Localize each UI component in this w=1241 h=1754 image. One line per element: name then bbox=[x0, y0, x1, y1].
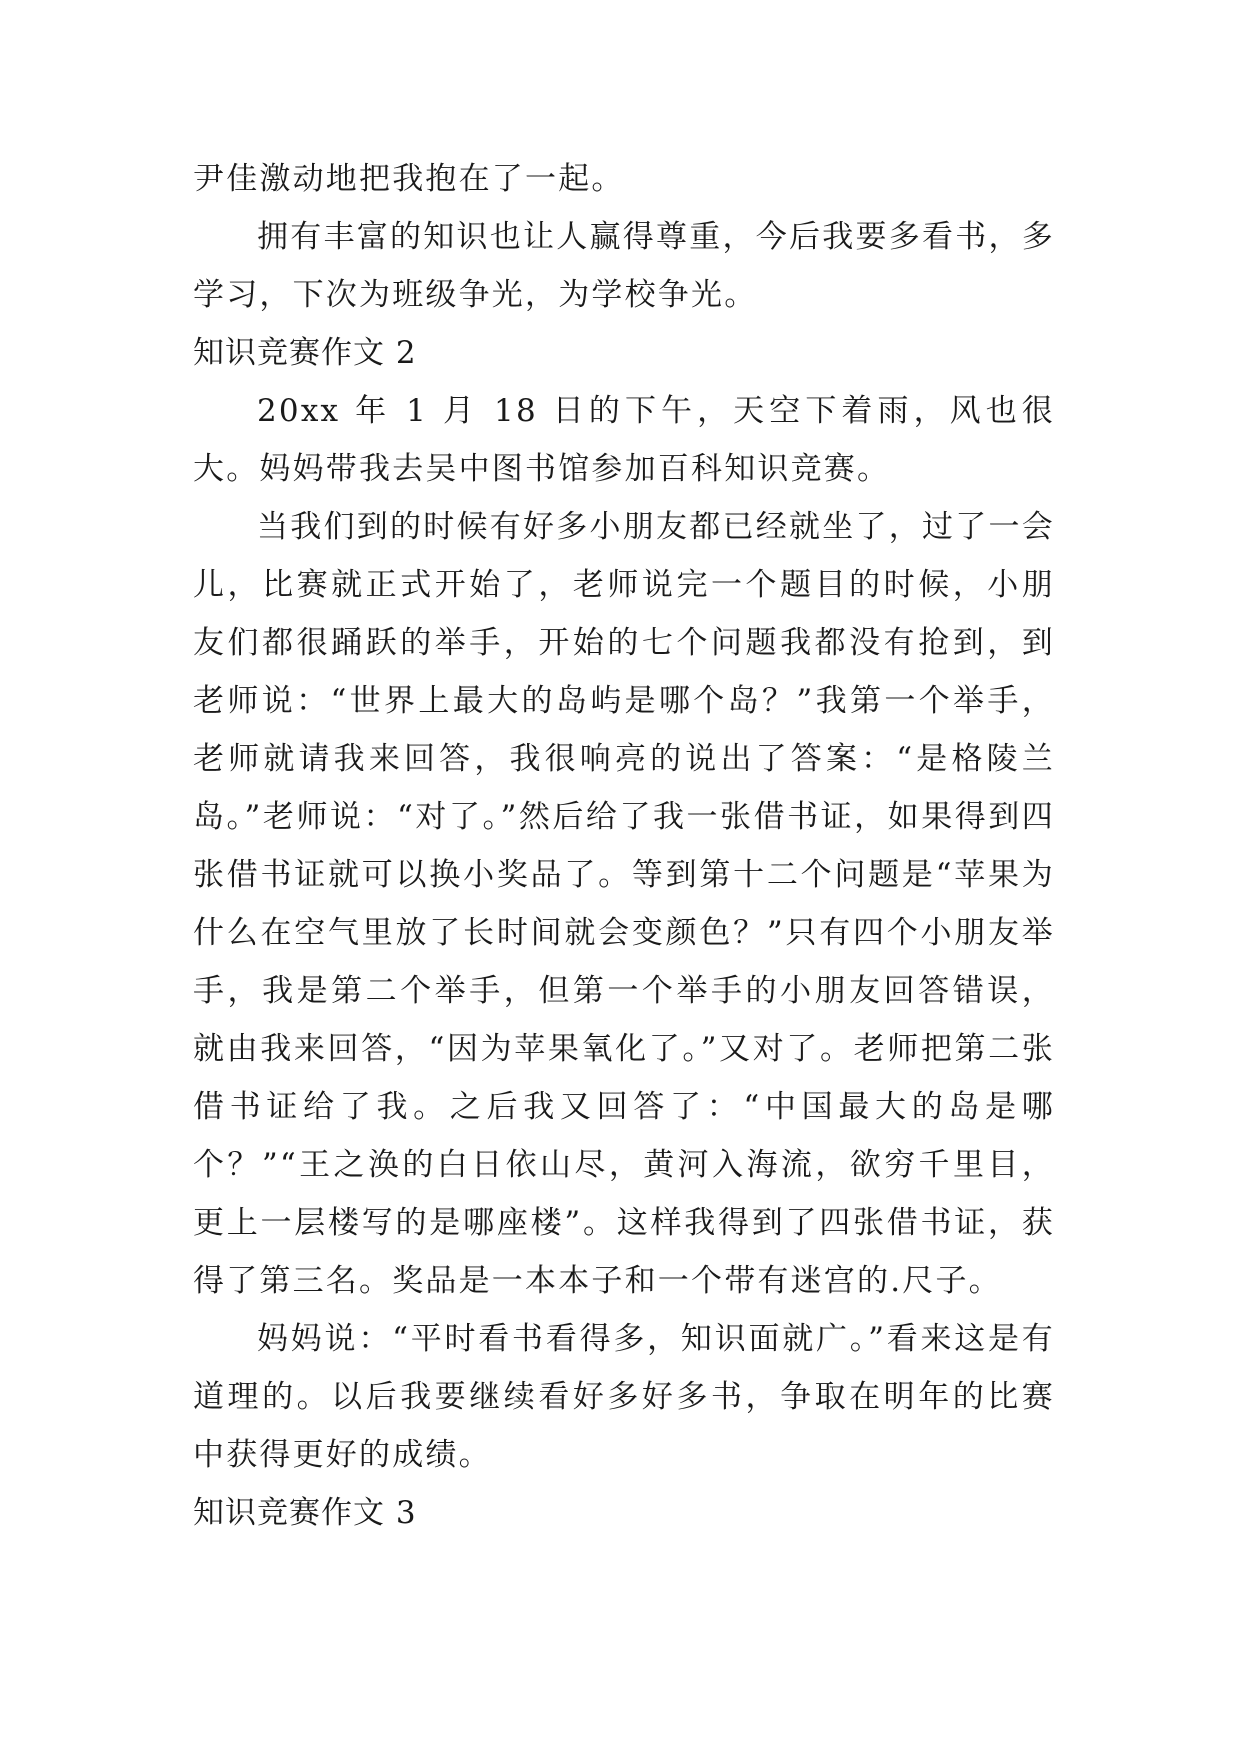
paragraph-conclusion: 拥有丰富的知识也让人赢得尊重，今后我要多看书，多学习，下次为班级争光，为学校争光。 bbox=[193, 219, 1055, 313]
paragraph-competition-story: 当我们到的时候有好多小朋友都已经就坐了，过了一会儿，比赛就正式开始了，老师说完一个题目的时候，小朋友们都很踊跃的举手，开始的七个问题我都没有抢到，到老师说：“世界上最大的岛屿是哪个岛？”我第一个举手，老师就请我来回答，我很响亮的说出了答案：“是格陵兰岛。”老师说：“对了。”然后给了我一张借书证，如果得到四张借书证就可以换小奖品了。等到第十二个问题是“苹果为什么在空气里放了长时间就会变颜色？”只有四个小朋友举手，我是第二个举手，但第一个举手的小朋友回答错误，就由我来回答，“因为苹果氧化了。”又对了。老师把第二张借书证给了我。之后我又回答了：“中国最大的岛是哪个？”“王之涣的白日依山尽，黄河入海流，欲穷千里目，更上一层楼写的是哪座楼”。这样我得到了四张借书证，获得了第三名。奖品是一本本子和一个带有迷宫的.尺子。 bbox=[193, 509, 1055, 1299]
document-body bbox=[193, 150, 1055, 1542]
section-heading-essay-2: 知识竞赛作文 2 bbox=[193, 335, 417, 371]
section-heading-essay-3: 知识竞赛作文 3 bbox=[193, 1495, 417, 1531]
paragraph-closing-line: 尹佳激动地把我抱在了一起。 bbox=[193, 161, 625, 197]
paragraph-mother-advice: 妈妈说：“平时看书看得多，知识面就广。”看来这是有道理的。以后我要继续看好多好多书，争取在明年的比赛中获得更好的成绩。 bbox=[193, 1321, 1055, 1473]
paragraph-intro: 20xx 年 1 月 18 日的下午，天空下着雨，风也很大。妈妈带我去吴中图书馆参加百科知识竞赛。 bbox=[193, 393, 1055, 487]
